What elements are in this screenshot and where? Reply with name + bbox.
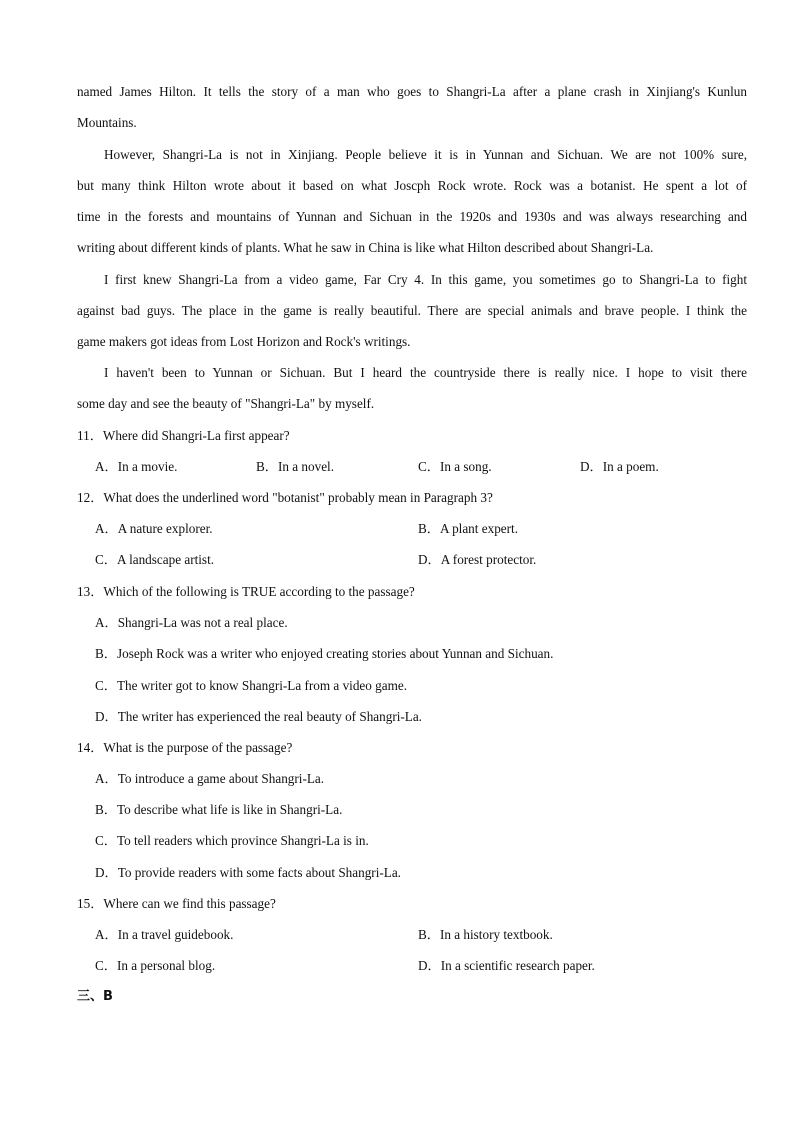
question-stem: 11．Where did Shangri-La first appear? (77, 428, 290, 443)
answer-option[interactable]: D．In a scientific research paper. (418, 958, 595, 973)
answer-option[interactable]: A．In a travel guidebook. (95, 927, 234, 942)
section-heading: 三、B (77, 989, 113, 1004)
answer-option[interactable]: C．In a personal blog. (95, 958, 216, 973)
answer-option[interactable]: A．A nature explorer. (95, 521, 213, 536)
passage-line: However, Shangri-La is not in Xinjiang. People believe it is in Yunnan and Sichuan. We are not 100% sure, (104, 147, 747, 162)
passage-line: writing about different kinds of plants. What he saw in China is like what Hilton described about Shangri-La. (77, 240, 654, 255)
passage-line: some day and see the beauty of "Shangri-La" by myself. (77, 396, 375, 411)
passage-line: game makers got ideas from Lost Horizon and Rock's writings. (77, 334, 411, 349)
passage-line: against bad guys. The place in the game is really beautiful. There are special animals and brave people. I think the (77, 303, 747, 318)
answer-option[interactable]: A．Shangri-La was not a real place. (95, 615, 288, 630)
answer-option[interactable]: D．A forest protector. (418, 552, 537, 567)
question-stem: 12．What does the underlined word "botanist" probably mean in Paragraph 3? (77, 490, 493, 505)
passage-line: I first knew Shangri-La from a video game, Far Cry 4. In this game, you sometimes go to Shangri-La to fight (104, 272, 747, 287)
answer-option[interactable]: C．To tell readers which province Shangri-La is in. (95, 833, 369, 848)
question-stem: 13．Which of the following is TRUE according to the passage? (77, 584, 415, 599)
answer-option[interactable]: B．Joseph Rock was a writer who enjoyed creating stories about Yunnan and Sichuan. (95, 646, 554, 661)
answer-option[interactable]: B．In a history textbook. (418, 927, 553, 942)
answer-option[interactable]: A．In a movie. (95, 459, 178, 474)
answer-option[interactable]: C．The writer got to know Shangri-La from a video game. (95, 678, 408, 693)
question-stem: 14．What is the purpose of the passage? (77, 740, 293, 755)
passage-line: Mountains. (77, 115, 137, 130)
answer-option[interactable]: C．A landscape artist. (95, 552, 215, 567)
passage-line: named James Hilton. It tells the story of a man who goes to Shangri-La after a plane crash in Xinjiang's Kunlun (77, 84, 747, 99)
passage-line: time in the forests and mountains of Yunnan and Sichuan in the 1920s and 1930s and was always researching and (77, 209, 747, 224)
answer-option[interactable]: B．To describe what life is like in Shangri-La. (95, 802, 343, 817)
answer-option[interactable]: D．The writer has experienced the real beauty of Shangri-La. (95, 709, 422, 724)
answer-option[interactable]: D．To provide readers with some facts about Shangri-La. (95, 865, 401, 880)
answer-option[interactable]: A．To introduce a game about Shangri-La. (95, 771, 325, 786)
answer-option[interactable]: C．In a song. (418, 459, 492, 474)
passage-line: but many think Hilton wrote about it based on what Joscph Rock wrote. Rock was a botanist. He spent a lot of (77, 178, 747, 193)
question-stem: 15．Where can we find this passage? (77, 896, 276, 911)
answer-option[interactable]: B．A plant expert. (418, 521, 518, 536)
passage-line: I haven't been to Yunnan or Sichuan. But I heard the countryside there is really nice. I hope to visit there (104, 365, 747, 380)
answer-option[interactable]: D．In a poem. (580, 459, 659, 474)
answer-option[interactable]: B．In a novel. (256, 459, 335, 474)
